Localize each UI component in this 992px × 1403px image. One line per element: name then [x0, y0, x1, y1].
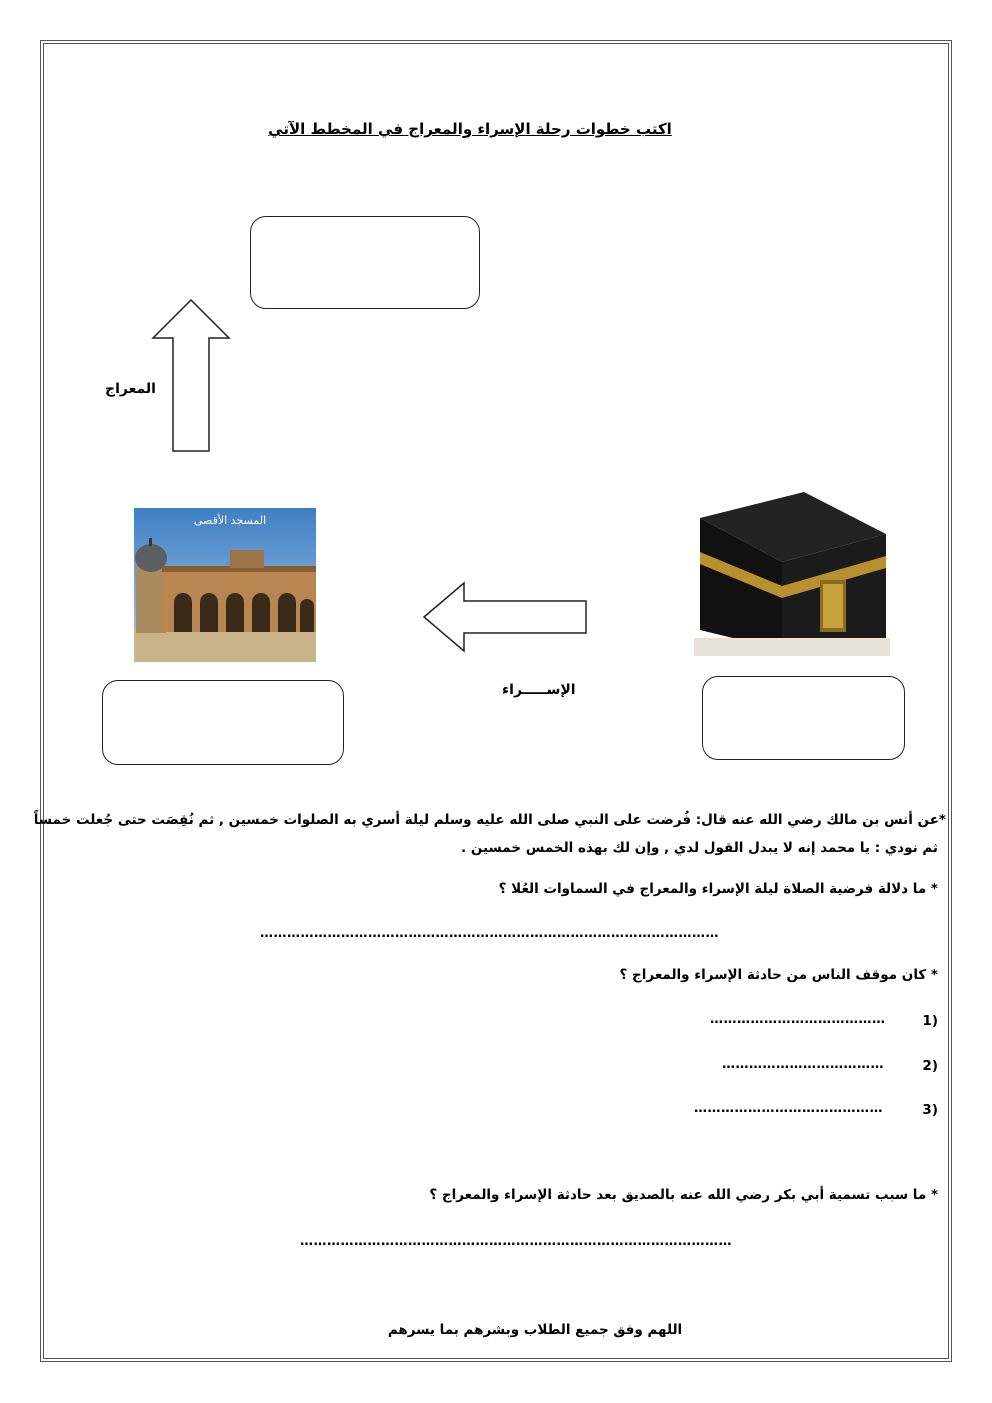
- answer-box-right[interactable]: [702, 676, 905, 760]
- left-arrow-icon: [422, 582, 590, 654]
- answer-line-q1[interactable]: …………………………………………………………………………………………: [260, 926, 719, 941]
- worksheet-title: اكتب خطوات رحلة الإسراء والمعراج في المخطط الآتي: [268, 120, 672, 138]
- aqsa-image-caption: المسجد الأقصى: [193, 514, 267, 527]
- al-aqsa-mosque-image: [134, 508, 316, 662]
- answer-item-2-number: 2): [922, 1058, 938, 1074]
- footer-prayer: اللهم وفق جميع الطلاب وبشرهم بما يسرهم: [387, 1322, 683, 1338]
- answer-line-3[interactable]: ……………………………………: [694, 1101, 883, 1116]
- up-arrow-icon: [151, 299, 231, 453]
- hadith-line-1: *عن أنس بن مالك رضي الله عنه قال: فُرضت على النبي صلى الله عليه وسلم ليلة أسري به الصلوات خمسين , ثم نُقِصَت حتى جُعلت خمساً: [33, 812, 946, 828]
- answer-item-1-number: 1): [922, 1013, 938, 1029]
- isra-label: الإســـــراء: [502, 682, 576, 698]
- answer-item-3-number: 3): [922, 1102, 938, 1118]
- answer-line-2[interactable]: ………………………………: [722, 1057, 884, 1072]
- question-3: * ما سبب تسمية أبي بكر رضي الله عنه بالصديق بعد حادثة الإسراء والمعراج ؟: [429, 1187, 938, 1203]
- answer-box-top[interactable]: [250, 216, 480, 309]
- answer-line-1[interactable]: …………………………………: [710, 1012, 886, 1027]
- answer-line-q3[interactable]: ……………………………………………………………………………………: [300, 1234, 732, 1249]
- question-2: * كان موقف الناس من حادثة الإسراء والمعراج ؟: [619, 967, 938, 983]
- hadith-line-2: ثم نودي : يا محمد إنه لا يبدل القول لدي , وإن لك بهذه الخمس خمسين .: [461, 840, 938, 856]
- miraj-label: المعراج: [105, 381, 156, 397]
- answer-box-left[interactable]: [102, 680, 344, 765]
- question-1: * ما دلالة فرضية الصلاة ليلة الإسراء والمعراج في السماوات العُلا ؟: [498, 881, 938, 897]
- kaaba-image: [694, 490, 890, 656]
